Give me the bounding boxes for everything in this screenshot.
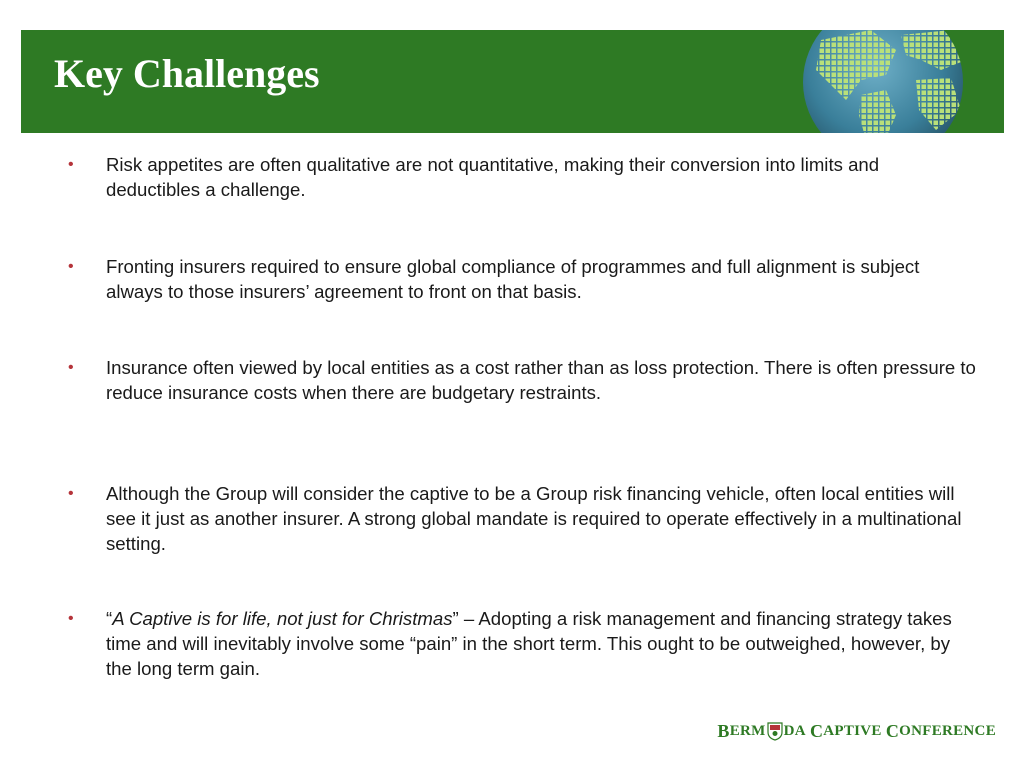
bullet-text: Risk appetites are often qualitative are not quantitative, making their conversion into limits and deductibles a challenge. (106, 154, 880, 200)
bullet-marker: • (68, 610, 74, 627)
bullet-text: Fronting insurers required to ensure global compliance of programmes and full alignment is subject always to those insurers’ agreement to front on that basis. (106, 256, 920, 302)
logo-text: DA (783, 722, 806, 739)
bullet-marker: • (68, 359, 74, 376)
slide-title: Key Challenges (54, 51, 320, 96)
bullet-item (68, 355, 976, 405)
close-quote: ” (452, 608, 459, 629)
logo-text: ONFERENCE (899, 722, 996, 739)
bullet-marker: • (68, 258, 74, 275)
conference-logo (717, 718, 996, 744)
bullet-text (106, 608, 952, 679)
bullet-text: Although the Group will consider the captive to be a Group risk financing vehicle, often local entities will see it just as another insurer. A strong global mandate is required to operate effectively in a multinational setting. (106, 483, 962, 554)
logo-letter: C (885, 720, 900, 741)
logo-letter: C (809, 720, 824, 741)
bullet-rest: – Adopting a risk management and financing strategy takes time and will inevitably involve some “pain” in the short term. This ought to be outweighed, however, by the long term gain. (106, 608, 952, 679)
bullet-item (68, 606, 976, 681)
bullet-marker: • (68, 156, 74, 173)
crest-icon (767, 721, 783, 741)
bullet-item (68, 152, 976, 202)
logo-text: APTIVE (823, 722, 882, 739)
logo-text: ERM (729, 722, 766, 739)
bullet-item (68, 481, 976, 556)
bullet-item (68, 254, 976, 304)
logo-letter: B (717, 720, 730, 741)
open-quote: “ (106, 608, 113, 629)
italic-quote: A Captive is for life, not just for Christmas (112, 608, 453, 629)
bullet-marker: • (68, 485, 74, 502)
bullet-text: Insurance often viewed by local entities as a cost rather than as loss protection. There is often pressure to reduce insurance costs when there are budgetary restraints. (106, 357, 976, 403)
